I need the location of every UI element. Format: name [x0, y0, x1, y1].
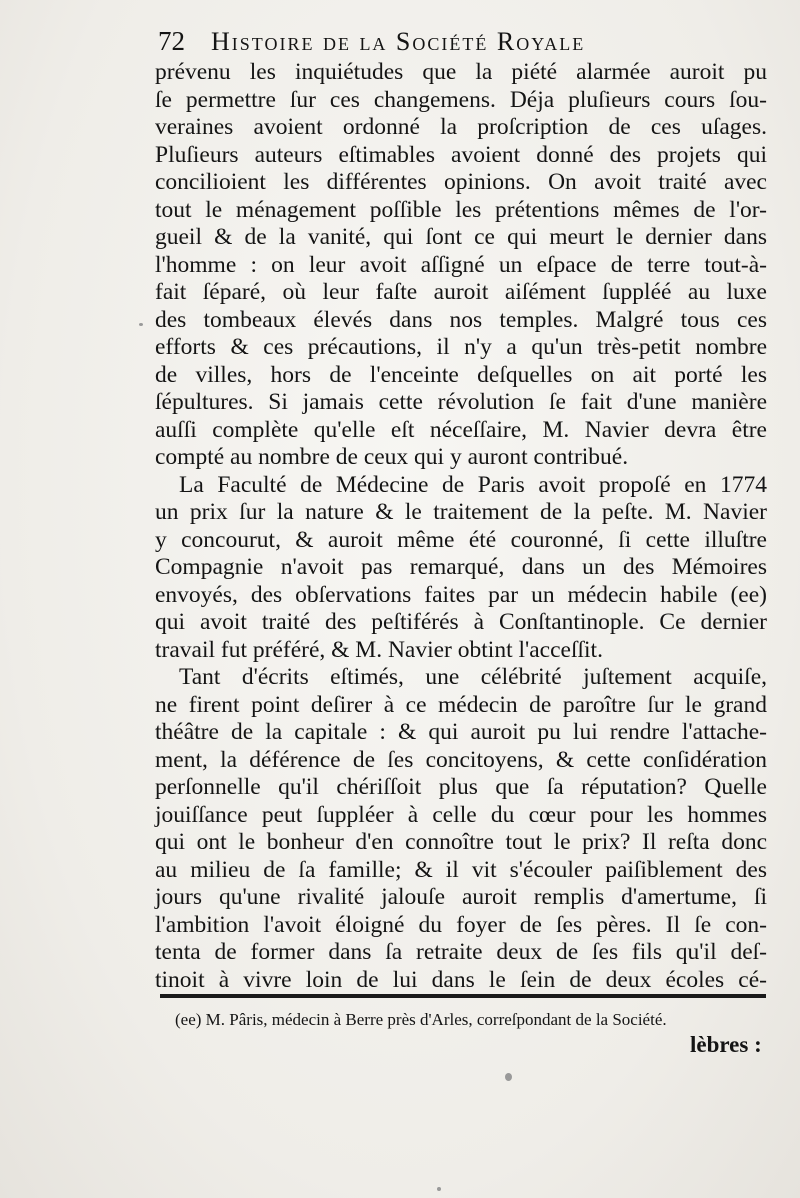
text-line: gueil & de la vanité, qui ſont ce qui meurt le dernier dans — [155, 224, 767, 250]
text-line: Compagnie n'avoit pas remarqué, dans un des Mémoires — [155, 554, 767, 580]
paragraph-start-line: La Faculté de Médecine de Paris avoit propoſé en 1774 — [179, 471, 767, 498]
text-line: fait ſéparé, où leur faſte auroit aiſément ſuppléé au luxe — [155, 279, 767, 305]
text-line: Pluſieurs auteurs eſtimables avoient donné des projets qui — [155, 141, 767, 168]
text-line: compté au nombre de ceux qui y auront contribué. — [155, 444, 629, 470]
text-line: au milieu de ſa famille; & il vit s'écouler paiſiblement des — [155, 856, 767, 883]
paper-speck — [139, 323, 143, 326]
text-line: qui avoit traité des peſtiférés à Conſtantinople. Ce dernier — [155, 609, 767, 635]
text-line: ne firent point deſirer à ce médecin de paroître ſur le grand — [155, 691, 767, 718]
text-line: un prix ſur la nature & le traitement de la peſte. M. Navier — [155, 499, 767, 525]
text-line: ſe permettre ſur ces changemens. Déja pluſieurs cours ſou- — [155, 86, 767, 113]
text-line: jours qu'une rivalité jalouſe auroit remplis d'amertume, ſi — [155, 884, 767, 910]
text-line: efforts & ces précautions, il n'y a qu'un très-petit nombre — [155, 334, 767, 360]
text-line: tenta de former dans ſa retraite deux de ſes fils qu'il deſ- — [155, 939, 767, 965]
text-line: ſépultures. Si jamais cette révolution ſe fait d'une manière — [155, 389, 767, 415]
footnote: (ee) M. Pâris, médecin à Berre près d'Arles, correſpondant de la Société. — [175, 1010, 667, 1029]
catchword: lèbres : — [690, 1032, 762, 1057]
footnote-rule — [160, 994, 766, 998]
text-line: qui ont le bonheur d'en connoître tout le prix? Il reſta donc — [155, 829, 767, 855]
text-line: auſſi complète qu'elle eſt néceſſaire, M. Navier devra être — [155, 416, 767, 443]
text-line: tout le ménagement poſſible les prétentions mêmes de l'or- — [155, 196, 767, 223]
paper-speck — [505, 1073, 512, 1081]
text-line: théâtre de la capitale : & qui auroit pu lui rendre l'attache- — [155, 719, 767, 745]
text-line: travail fut préféré, & M. Navier obtint l'acceſſit. — [155, 636, 603, 663]
page-number: 72 — [158, 26, 185, 56]
text-line: y concourut, & auroit même été couronné, ſi cette illuſtre — [155, 526, 767, 553]
text-line: prévenu les inquiétudes que la piété alarmée auroit pu — [155, 59, 767, 85]
text-line: concilioient les différentes opinions. On avoit traité avec — [155, 169, 767, 195]
paragraph-start-line: Tant d'écrits eſtimés, une célébrité juſtement acquiſe, — [179, 664, 767, 690]
text-line: des tombeaux élevés dans nos temples. Malgré tous ces — [155, 306, 767, 333]
text-line: jouiſſance peut ſuppléer à celle du cœur pour les hommes — [155, 801, 767, 828]
paper-speck — [437, 1187, 441, 1191]
text-line: l'ambition l'avoit éloigné du foyer de ſes pères. Il ſe con- — [155, 911, 767, 938]
body-text — [155, 59, 767, 994]
text-line: perſonnelle qu'il chériſſoit plus que ſa réputation? Quelle — [155, 774, 767, 800]
text-line: ment, la déférence de ſes concitoyens, & cette conſidération — [155, 746, 767, 773]
text-line: tinoit à vivre loin de lui dans le ſein de deux écoles cé- — [155, 966, 767, 993]
text-line: l'homme : on leur avoit aſſigné un eſpace de terre tout-à- — [155, 251, 767, 278]
running-head: Histoire de la Société Royale — [211, 27, 586, 56]
text-line: de villes, hors de l'enceinte deſquelles on ait porté les — [155, 361, 767, 388]
text-line: veraines avoient ordonné la proſcription de ces uſages. — [155, 114, 767, 140]
text-line: envoyés, des obſervations faites par un médecin habile (ee) — [155, 581, 767, 608]
